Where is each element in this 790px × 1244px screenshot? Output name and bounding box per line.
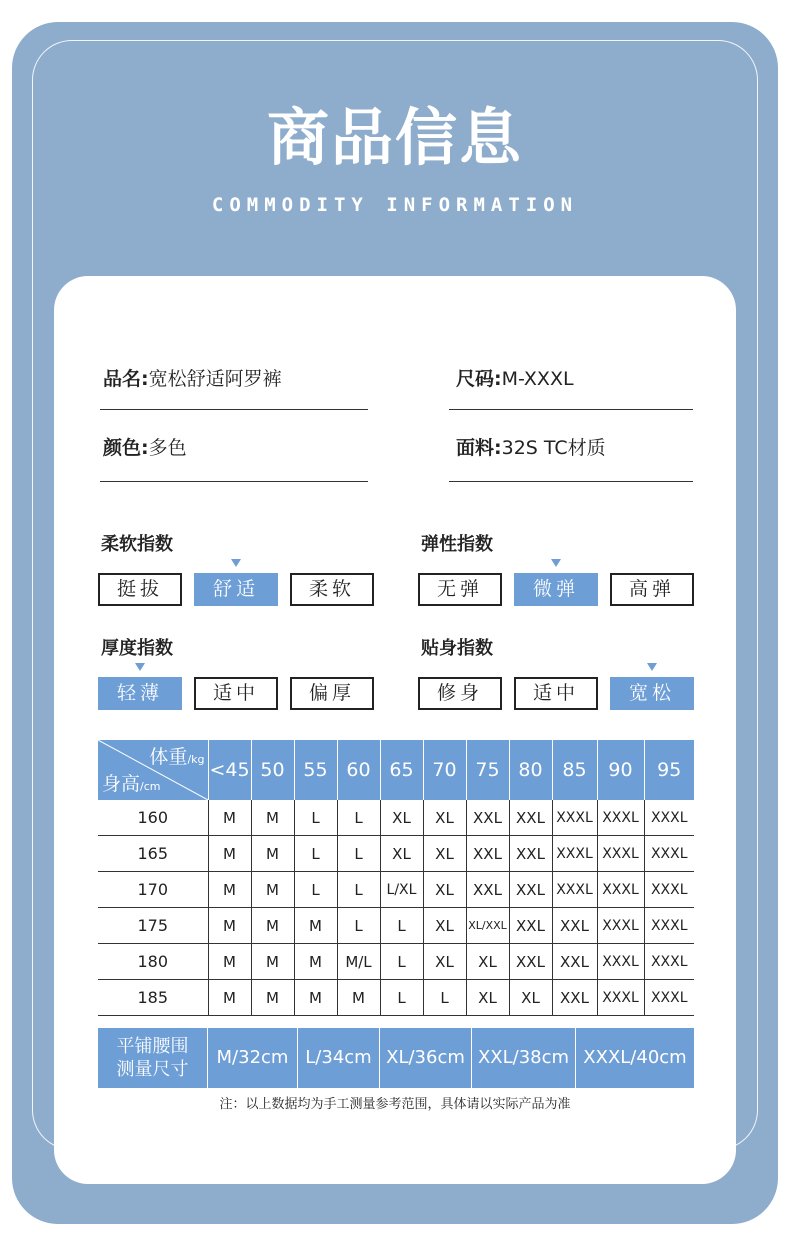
height-header: 身高/cm bbox=[102, 773, 161, 795]
size-cell: XXXL bbox=[552, 836, 597, 872]
size-cell: XXXL bbox=[597, 908, 644, 944]
size-cell: M bbox=[337, 980, 380, 1016]
size-cell: XXXL bbox=[644, 908, 694, 944]
product-name-value: 宽松舒适阿罗裤 bbox=[148, 368, 282, 390]
size-cell: L bbox=[294, 836, 337, 872]
size-cell: XXXL bbox=[644, 944, 694, 980]
size-cell: XXXL bbox=[597, 944, 644, 980]
size-cell: M bbox=[208, 836, 251, 872]
weight-column-header: 80 bbox=[509, 740, 552, 800]
size-cell: XXXL bbox=[552, 800, 597, 836]
size-cell: XL bbox=[423, 872, 466, 908]
divider bbox=[100, 481, 368, 482]
size-cell: XL bbox=[423, 944, 466, 980]
size-cell: XXXL bbox=[644, 872, 694, 908]
size-cell: XXXL bbox=[597, 836, 644, 872]
table-row bbox=[98, 944, 694, 980]
waist-value: XXXL/40cm bbox=[583, 1047, 687, 1068]
size-cell: XL bbox=[466, 944, 509, 980]
table-row bbox=[98, 836, 694, 872]
waist-label: 平铺腰围 测量尺寸 bbox=[98, 1028, 208, 1088]
size-cell: XXL bbox=[552, 980, 597, 1016]
product-color bbox=[103, 435, 187, 461]
size-cell: L bbox=[337, 872, 380, 908]
size-cell: XXL bbox=[552, 908, 597, 944]
thickness-option: 适中 bbox=[194, 677, 278, 710]
weight-column-header: 75 bbox=[466, 740, 509, 800]
size-cell: M bbox=[251, 800, 294, 836]
size-cell: L bbox=[337, 800, 380, 836]
size-cell: L bbox=[337, 836, 380, 872]
size-cell: M bbox=[294, 908, 337, 944]
size-cell: M bbox=[251, 836, 294, 872]
weight-column-header: <45 bbox=[208, 740, 251, 800]
table-row bbox=[98, 980, 694, 1016]
product-name bbox=[103, 366, 282, 392]
page-title: 商品信息 bbox=[266, 101, 523, 174]
selected-indicator-icon bbox=[647, 663, 657, 671]
fit-option: 宽松 bbox=[610, 677, 694, 710]
size-cell: XXXL bbox=[644, 800, 694, 836]
thickness-title: 厚度指数 bbox=[101, 638, 173, 659]
size-cell: XXL bbox=[466, 872, 509, 908]
size-cell: XXXL bbox=[597, 980, 644, 1016]
table-row bbox=[98, 800, 694, 836]
size-cell: XXXL bbox=[644, 980, 694, 1016]
table-body bbox=[98, 800, 694, 1016]
size-cell: XXL bbox=[466, 800, 509, 836]
product-fabric-label: 面料: bbox=[456, 437, 502, 459]
table-row bbox=[98, 872, 694, 908]
divider bbox=[449, 481, 693, 482]
softness-option: 柔软 bbox=[290, 573, 374, 606]
size-cell: M bbox=[208, 872, 251, 908]
elasticity-option: 高弹 bbox=[610, 573, 694, 606]
size-cell: XL bbox=[466, 980, 509, 1016]
size-cell: M bbox=[208, 800, 251, 836]
size-cell: L bbox=[337, 908, 380, 944]
softness-option: 挺拔 bbox=[98, 573, 182, 606]
size-cell: XL bbox=[380, 800, 423, 836]
size-cell: L bbox=[380, 944, 423, 980]
size-cell: M bbox=[208, 944, 251, 980]
size-cell: XXL bbox=[509, 836, 552, 872]
product-size bbox=[456, 366, 574, 392]
weight-header: 体重/kg bbox=[149, 746, 205, 768]
size-cell: XXL bbox=[552, 944, 597, 980]
height-cell: 165 bbox=[98, 836, 208, 872]
size-cell: XL/XXL bbox=[466, 908, 509, 944]
divider bbox=[100, 409, 368, 410]
size-cell: L bbox=[423, 980, 466, 1016]
size-cell: L bbox=[380, 908, 423, 944]
size-cell: XL bbox=[509, 980, 552, 1016]
fit-option: 修身 bbox=[418, 677, 502, 710]
waist-measurement-row bbox=[98, 1028, 694, 1088]
size-cell: XXXL bbox=[597, 872, 644, 908]
height-cell: 175 bbox=[98, 908, 208, 944]
product-size-label: 尺码: bbox=[456, 368, 502, 390]
product-fabric-value: 32S TC材质 bbox=[501, 437, 606, 459]
product-fabric bbox=[456, 435, 606, 461]
weight-column-header: 50 bbox=[251, 740, 294, 800]
weight-column-header: 70 bbox=[423, 740, 466, 800]
weight-column-header: 95 bbox=[644, 740, 694, 800]
size-cell: XXL bbox=[509, 800, 552, 836]
size-cell: XXXL bbox=[552, 872, 597, 908]
size-cell: XL bbox=[423, 800, 466, 836]
size-cell: M bbox=[251, 944, 294, 980]
weight-column-header: 60 bbox=[337, 740, 380, 800]
product-color-label: 颜色: bbox=[103, 437, 149, 459]
fit-title: 贴身指数 bbox=[421, 638, 493, 659]
table-header-row bbox=[98, 740, 694, 800]
weight-column-header: 85 bbox=[552, 740, 597, 800]
thickness-option: 偏厚 bbox=[290, 677, 374, 710]
height-cell: 160 bbox=[98, 800, 208, 836]
size-cell: XXL bbox=[466, 836, 509, 872]
waist-value: XL/36cm bbox=[380, 1028, 472, 1088]
height-cell: 185 bbox=[98, 980, 208, 1016]
size-cell: XXL bbox=[509, 908, 552, 944]
waist-value: M/32cm bbox=[208, 1028, 298, 1088]
size-cell: M/L bbox=[337, 944, 380, 980]
softness-title: 柔软指数 bbox=[101, 534, 173, 555]
waist-value: XXL/38cm bbox=[472, 1028, 576, 1088]
size-cell: M bbox=[294, 944, 337, 980]
size-cell: M bbox=[208, 980, 251, 1016]
weight-column-header: 90 bbox=[597, 740, 644, 800]
elasticity-title: 弹性指数 bbox=[421, 534, 493, 555]
size-cell: M bbox=[251, 872, 294, 908]
size-cell: L bbox=[294, 872, 337, 908]
size-cell: L bbox=[294, 800, 337, 836]
size-cell: XL bbox=[380, 836, 423, 872]
weight-column-header: 65 bbox=[380, 740, 423, 800]
thickness-option: 轻薄 bbox=[98, 677, 182, 710]
size-cell: L bbox=[380, 980, 423, 1016]
table-row bbox=[98, 908, 694, 944]
size-cell: XXL bbox=[509, 872, 552, 908]
size-cell: L/XL bbox=[380, 872, 423, 908]
divider bbox=[449, 409, 693, 410]
elasticity-option: 无弹 bbox=[418, 573, 502, 606]
weight-column-header: 55 bbox=[294, 740, 337, 800]
product-color-value: 多色 bbox=[148, 437, 187, 459]
size-cell: M bbox=[251, 908, 294, 944]
height-cell: 180 bbox=[98, 944, 208, 980]
elasticity-option: 微弹 bbox=[514, 573, 598, 606]
size-chart-table bbox=[98, 740, 694, 1016]
size-cell: XL bbox=[423, 908, 466, 944]
height-cell: 170 bbox=[98, 872, 208, 908]
product-size-value: M-XXXL bbox=[501, 368, 574, 390]
softness-option: 舒适 bbox=[194, 573, 278, 606]
page-subtitle: COMMODITY INFORMATION bbox=[211, 194, 579, 216]
fit-option: 适中 bbox=[514, 677, 598, 710]
table-corner-cell bbox=[98, 740, 208, 800]
product-name-label: 品名: bbox=[103, 368, 149, 390]
size-cell: M bbox=[294, 980, 337, 1016]
selected-indicator-icon bbox=[551, 559, 561, 567]
size-cell: XXL bbox=[509, 944, 552, 980]
size-cell: M bbox=[208, 908, 251, 944]
size-cell: XXXL bbox=[644, 836, 694, 872]
size-cell: XL bbox=[423, 836, 466, 872]
measurement-note: 注：以上数据均为手工测量参考范围，具体请以实际产品为准 bbox=[219, 1097, 571, 1112]
selected-indicator-icon bbox=[231, 559, 241, 567]
size-cell: M bbox=[251, 980, 294, 1016]
selected-indicator-icon bbox=[135, 663, 145, 671]
waist-value: L/34cm bbox=[298, 1028, 380, 1088]
size-cell: XXXL bbox=[597, 800, 644, 836]
